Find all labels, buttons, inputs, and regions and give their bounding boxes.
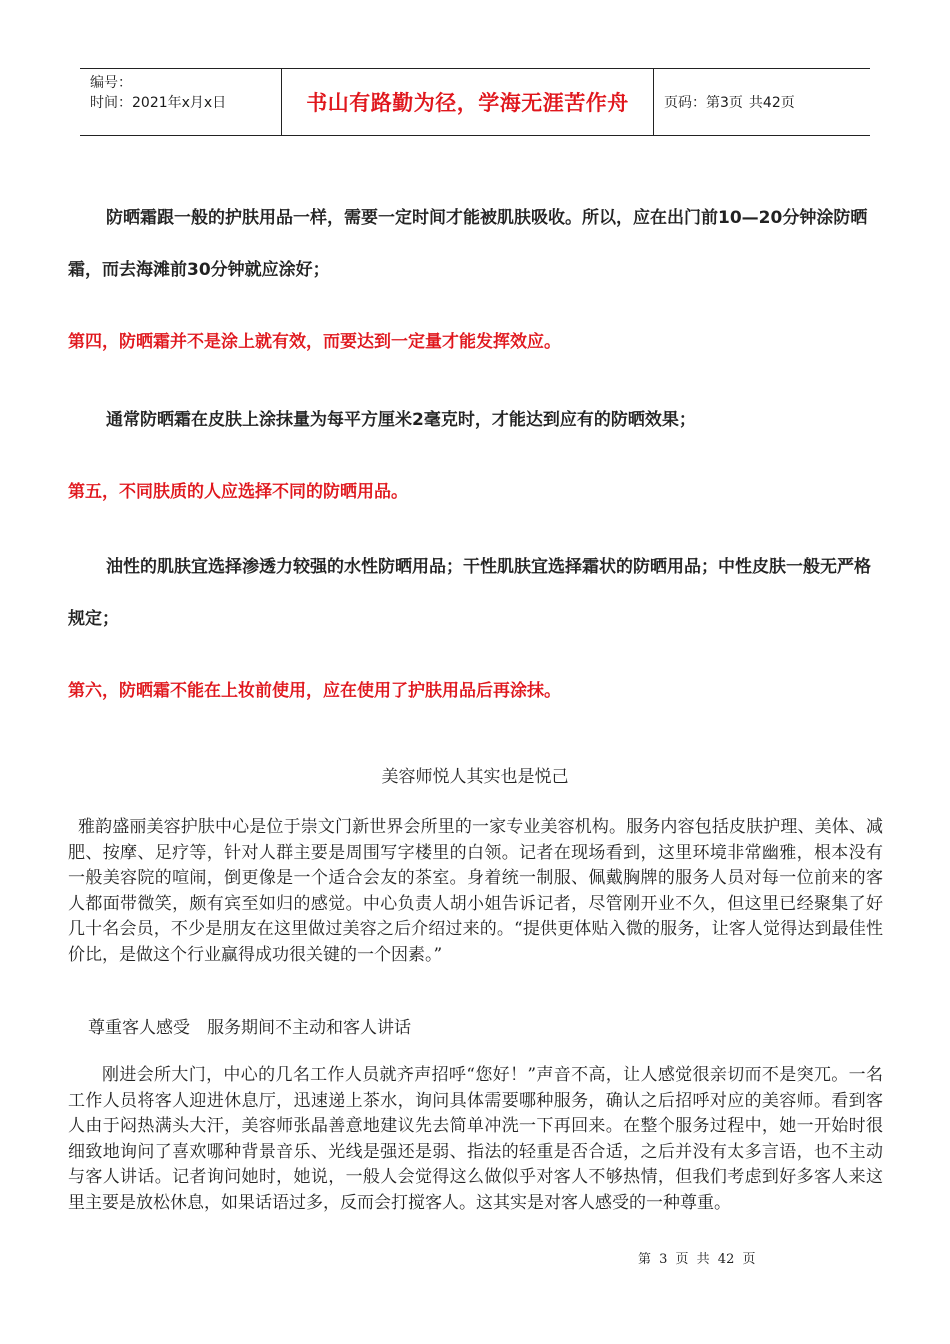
heading-point-six: 第六，防晒霜不能在上妆前使用，应在使用了护肤用品后再涂抹。 xyxy=(68,681,561,701)
header-page-info xyxy=(654,69,870,135)
date-label: 时间：2021年x月x日 xyxy=(90,95,227,111)
paragraph-sunscreen-amount: 通常防晒霜在皮肤上涂抹量为每平方厘米2毫克时，才能达到应有的防晒效果； xyxy=(106,410,696,430)
article-title: 美容师悦人其实也是悦己 xyxy=(381,767,569,787)
heading-point-four: 第四，防晒霜并不是涂上就有效，而要达到一定量才能发挥效应。 xyxy=(68,332,561,352)
article-paragraph-service: 刚进会所大门，中心的几名工作人员就齐声招呼“您好！”声音不高，让人感觉很亲切而不是突兀。一名工作人员将客人迎进休息厅，迅速递上茶水，询问具体需要哪种服务，确认之后招呼对应的美容师。看到客人由于闷热满头大汗，美容师张晶善意地建议先去简单冲洗一下再回来。在整个服务过程中，她一开始时很细致地询问了喜欢哪种背景音乐、光线是强还是弱、指法的轻重是否合适，之后并没有太多言语，也不主动与客人讲话。记者询问她时，她说，一般人会觉得这么做似乎对客人不够热情，但我们考虑到好多客人来这里主要是放松休息，如果话语过多，反而会打搅客人。这其实是对客人感受的一种尊重。 xyxy=(68,1065,883,1213)
article-paragraph-intro: 雅韵盛丽美容护肤中心是位于崇文门新世界会所里的一家专业美容机构。服务内容包括皮肤护理、美体、减肥、按摩、足疗等，针对人群主要是周围写字楼里的白领。记者在现场看到，这里环境非常幽雅，根本没有一般美容院的喧闹，倒更像是一个适合会友的茶室。身着统一制服、佩戴胸牌的服务人员对每一位前来的客人都面带微笑，颇有宾至如归的感觉。中心负责人胡小姐告诉记者，尽管刚开业不久，但这里已经聚集了好几十名会员，不少是朋友在这里做过美容之后介绍过来的。“提供更体贴入微的服务，让客人觉得达到最佳性价比，是做这个行业赢得成功很关键的一个因素。” xyxy=(68,817,883,965)
code-label: 编号： xyxy=(90,75,132,91)
header-motto: 书山有路勤为径，学海无涯苦作舟 xyxy=(282,69,654,135)
heading-point-five: 第五，不同肤质的人应选择不同的防晒用品。 xyxy=(68,482,408,502)
paragraph-sunscreen-timing: 防晒霜跟一般的护肤用品一样，需要一定时间才能被肌肤吸收。所以，应在出门前10—20分钟涂防晒霜，而去海滩前30分钟就应涂好； xyxy=(68,208,868,280)
page-footer: 第 3 页 共 42 页 xyxy=(638,1252,756,1267)
header-meta xyxy=(80,69,282,135)
article-subheading: 尊重客人感受 服务期间不主动和客人讲话 xyxy=(88,1018,411,1038)
total-pages-label: 共42页 xyxy=(748,95,795,111)
header-table xyxy=(80,68,870,136)
paragraph-skin-types: 油性的肌肤宜选择渗透力较强的水性防晒用品；干性肌肤宜选择霜状的防晒用品；中性皮肤一般无严格规定； xyxy=(68,557,871,629)
page-label: 页码：第3页 xyxy=(664,95,743,111)
